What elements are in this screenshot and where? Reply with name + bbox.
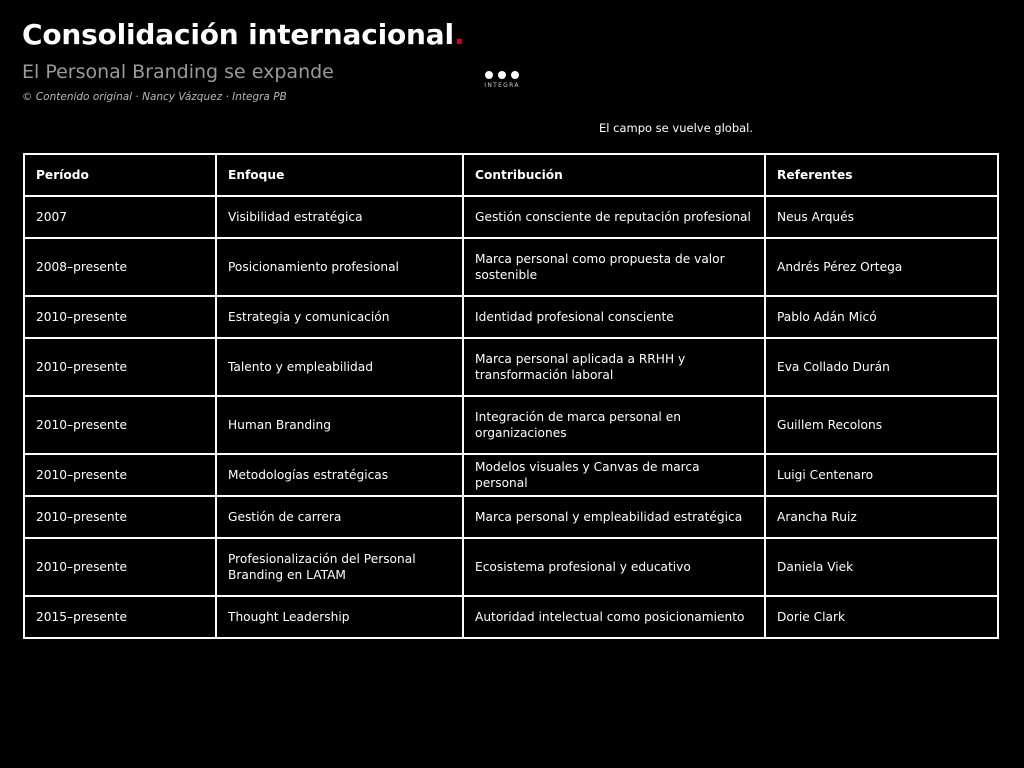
table-row <box>24 396 998 454</box>
cell-focus: Gestión de carrera <box>216 496 463 538</box>
cell-contribution: Marca personal y empleabilidad estratégica <box>463 496 765 538</box>
cell-focus: Thought Leadership <box>216 596 463 638</box>
page-subtitle: El Personal Branding se expande <box>22 61 334 83</box>
cell-period: 2008–presente <box>24 238 216 296</box>
cell-contribution: Ecosistema profesional y educativo <box>463 538 765 596</box>
table-row <box>24 338 998 396</box>
cell-referent: Pablo Adán Micó <box>765 296 998 338</box>
cell-focus: Talento y empleabilidad <box>216 338 463 396</box>
header-cell-focus: Enfoque <box>216 154 463 196</box>
logo-dot <box>511 71 519 79</box>
cell-period: 2007 <box>24 196 216 238</box>
cell-contribution: Marca personal como propuesta de valor sostenible <box>463 238 765 296</box>
logo-dot <box>485 71 493 79</box>
cell-period: 2010–presente <box>24 296 216 338</box>
cell-referent: Guillem Recolons <box>765 396 998 454</box>
cell-period: 2010–presente <box>24 454 216 496</box>
table-row <box>24 496 998 538</box>
page-title <box>22 18 464 51</box>
cell-referent: Neus Arqués <box>765 196 998 238</box>
tagline: El campo se vuelve global. <box>599 121 754 135</box>
table-row <box>24 238 998 296</box>
header-cell-contribution: Contribución <box>463 154 765 196</box>
logo-wordmark: INTEGRA <box>484 82 520 89</box>
header-cell-period: Período <box>24 154 216 196</box>
cell-contribution: Autoridad intelectual como posicionamiento <box>463 596 765 638</box>
cell-contribution: Gestión consciente de reputación profesional <box>463 196 765 238</box>
cell-referent: Dorie Clark <box>765 596 998 638</box>
cell-referent: Andrés Pérez Ortega <box>765 238 998 296</box>
cell-referent: Arancha Ruiz <box>765 496 998 538</box>
cell-contribution: Modelos visuales y Canvas de marca personal <box>463 454 765 496</box>
cell-referent: Eva Collado Durán <box>765 338 998 396</box>
cell-contribution: Identidad profesional consciente <box>463 296 765 338</box>
cell-contribution: Integración de marca personal en organizaciones <box>463 396 765 454</box>
cell-focus: Human Branding <box>216 396 463 454</box>
cell-focus: Posicionamiento profesional <box>216 238 463 296</box>
table-row <box>24 538 998 596</box>
table-row <box>24 296 998 338</box>
credit-line: © Contenido original · Nancy Vázquez · Integra PB <box>22 91 287 103</box>
cell-period: 2010–presente <box>24 338 216 396</box>
table-row <box>24 454 998 496</box>
cell-period: 2010–presente <box>24 538 216 596</box>
cell-contribution: Marca personal aplicada a RRHH y transformación laboral <box>463 338 765 396</box>
cell-focus: Estrategia y comunicación <box>216 296 463 338</box>
table-row <box>24 196 998 238</box>
logo-dot <box>498 71 506 79</box>
title-text: Consolidación internacional <box>22 18 454 51</box>
table-row <box>24 596 998 638</box>
cell-focus: Profesionalización del Personal Branding en LATAM <box>216 538 463 596</box>
cell-period: 2010–presente <box>24 496 216 538</box>
cell-focus: Visibilidad estratégica <box>216 196 463 238</box>
cell-referent: Daniela Viek <box>765 538 998 596</box>
cell-period: 2010–presente <box>24 396 216 454</box>
title-accent-dot: . <box>453 18 465 51</box>
cell-referent: Luigi Centenaro <box>765 454 998 496</box>
cell-period: 2015–presente <box>24 596 216 638</box>
cell-focus: Metodologías estratégicas <box>216 454 463 496</box>
referents-table <box>23 153 999 639</box>
table-header-row <box>24 154 998 196</box>
three-dots-icon <box>474 71 530 81</box>
header-cell-referents: Referentes <box>765 154 998 196</box>
integra-logo <box>474 71 530 89</box>
